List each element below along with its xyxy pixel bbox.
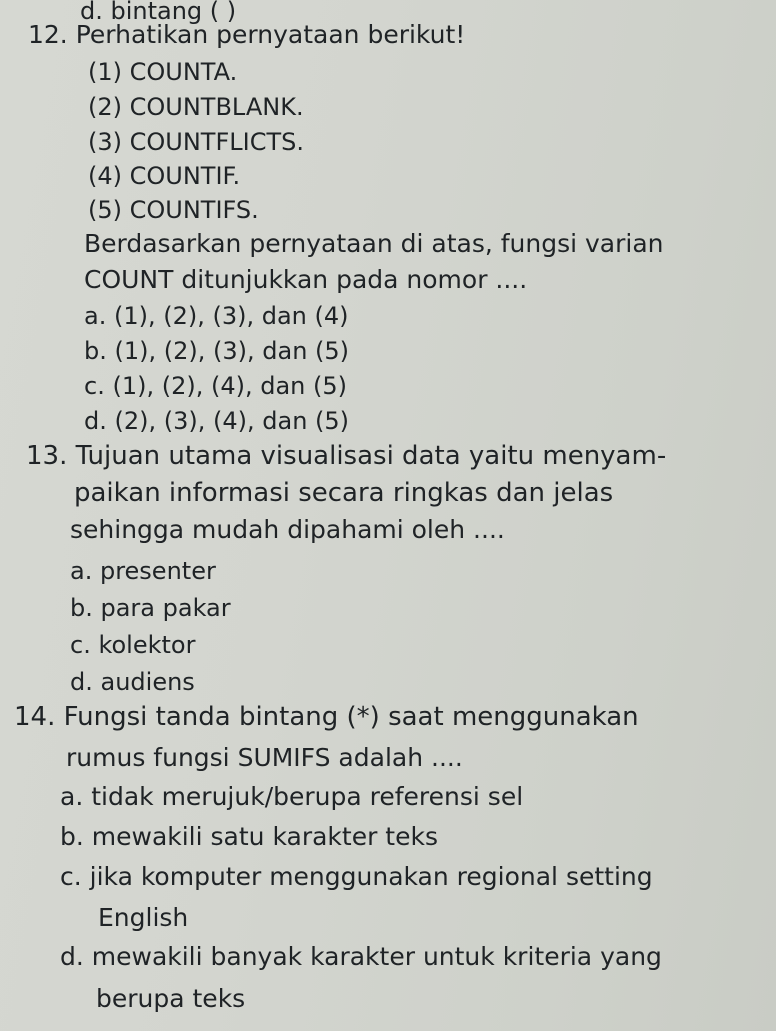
q13-option-d: d. audiens xyxy=(70,668,195,696)
q14-option-d-continued: berupa teks xyxy=(96,984,246,1013)
q12-item-2: (2) COUNTBLANK. xyxy=(88,93,304,121)
q13-line-2: paikan informasi secara ringkas dan jelas xyxy=(74,478,614,508)
q12-option-c: c. (1), (2), (4), dan (5) xyxy=(84,372,347,400)
q14-line-2: rumus fungsi SUMIFS adalah .... xyxy=(66,743,463,772)
q13-option-b: b. para pakar xyxy=(70,594,231,622)
q13-option-c: c. kolektor xyxy=(70,631,196,659)
q12-item-5: (5) COUNTIFS. xyxy=(88,196,259,224)
q14-option-a: a. tidak merujuk/berupa referensi sel xyxy=(60,782,524,811)
q14-option-b: b. mewakili satu karakter teks xyxy=(60,822,438,851)
q14-line-1: 14. Fungsi tanda bintang (*) saat menggunakan xyxy=(14,702,639,732)
q12-prompt-line-1: Berdasarkan pernyataan di atas, fungsi varian xyxy=(84,229,664,258)
q13-line-3: sehingga mudah dipahami oleh .... xyxy=(70,515,505,544)
q14-option-c: c. jika komputer menggunakan regional setting xyxy=(60,862,653,891)
q12-item-3: (3) COUNTFLICTS. xyxy=(88,128,304,156)
q14-option-c-continued: English xyxy=(98,903,189,932)
q12-prompt-line-2: COUNT ditunjukkan pada nomor .... xyxy=(84,265,528,294)
q12-option-d: d. (2), (3), (4), dan (5) xyxy=(84,407,350,435)
q14-option-d: d. mewakili banyak karakter untuk kriteria yang xyxy=(60,942,662,971)
q12-option-a: a. (1), (2), (3), dan (4) xyxy=(84,302,349,330)
q12-header: 12. Perhatikan pernyataan berikut! xyxy=(28,20,466,49)
q12-option-b: b. (1), (2), (3), dan (5) xyxy=(84,337,350,365)
q13-option-a: a. presenter xyxy=(70,557,216,585)
q12-item-1: (1) COUNTA. xyxy=(88,58,238,86)
q12-item-4: (4) COUNTIF. xyxy=(88,162,241,190)
q11-option-d: d. bintang ( ) xyxy=(80,0,237,25)
q13-line-1: 13. Tujuan utama visualisasi data yaitu menyam- xyxy=(26,441,667,471)
